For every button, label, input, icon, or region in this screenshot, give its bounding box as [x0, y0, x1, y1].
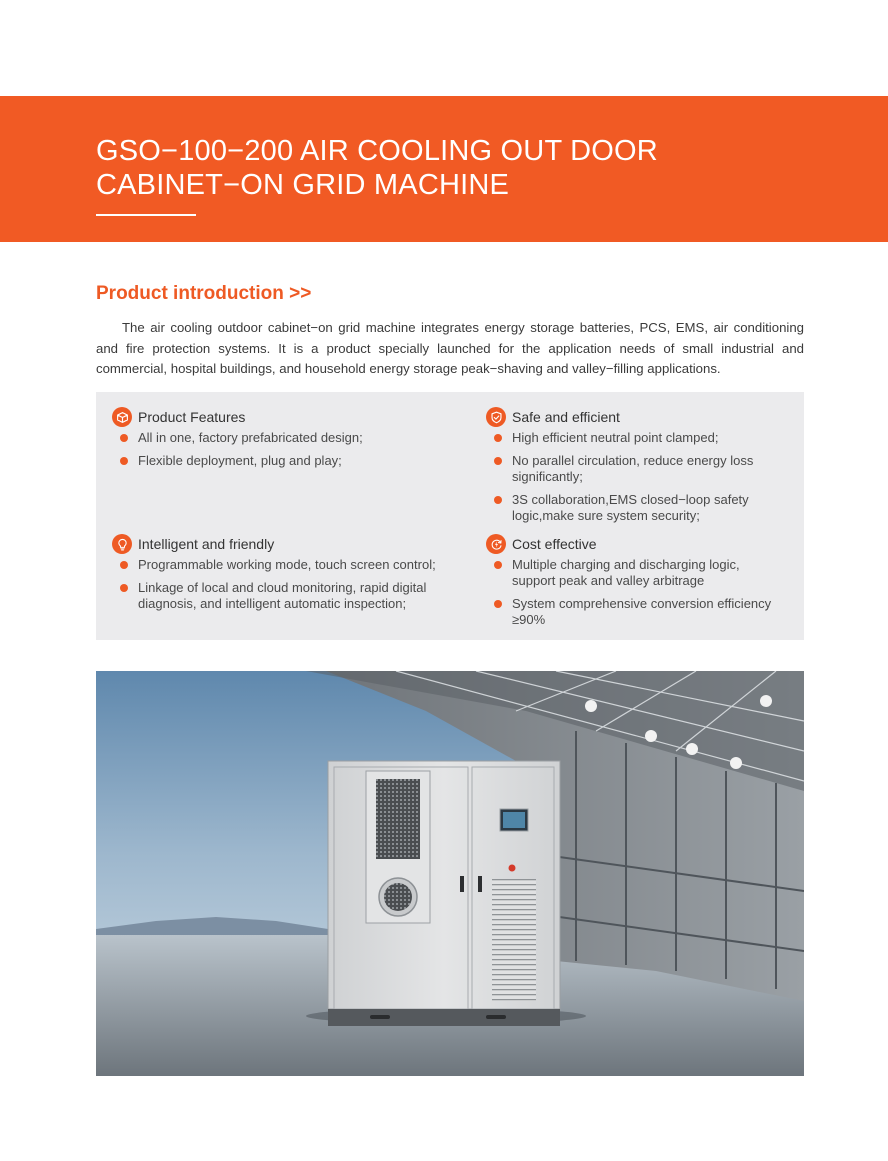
title-banner — [0, 96, 888, 242]
feature-title: Cost effective — [512, 536, 597, 552]
feature-header — [112, 533, 452, 555]
feature-list — [112, 430, 452, 469]
feature-block-safe-and-efficient — [486, 406, 786, 531]
bullet-dot-icon — [120, 434, 128, 442]
bullet-dot-icon — [494, 434, 502, 442]
feature-title: Product Features — [138, 409, 246, 425]
feature-item-text: 3S collaboration,EMS closed−loop safety logic,make sure system security; — [512, 492, 749, 523]
feature-block-product-features — [112, 406, 452, 476]
page-title-line-1: GSO−100−200 AIR COOLING OUT DOOR — [96, 135, 658, 167]
bullet-dot-icon — [120, 584, 128, 592]
shield-icon — [486, 407, 506, 427]
feature-item — [486, 430, 786, 446]
bullet-dot-icon — [120, 561, 128, 569]
feature-title: Safe and efficient — [512, 409, 620, 425]
feature-item — [486, 453, 786, 485]
bullet-dot-icon — [494, 457, 502, 465]
feature-item — [112, 453, 452, 469]
feature-item-text: Flexible deployment, plug and play; — [138, 453, 342, 468]
feature-item — [112, 580, 452, 612]
features-panel — [96, 392, 804, 640]
feature-list — [486, 430, 786, 524]
feature-item-text: All in one, factory prefabricated design; — [138, 430, 363, 445]
section-heading-product-introduction: Product introduction >> — [96, 283, 312, 304]
bullet-dot-icon — [494, 600, 502, 608]
page-title — [96, 134, 816, 202]
lightning-cycle-icon — [486, 534, 506, 554]
product-introduction-paragraph: The air cooling outdoor cabinet−on grid machine integrates energy storage batteries, PCS, EMS, air conditioning and fire protection systems. It is a product specially launched for the application needs of small industrial and commercial, hospital buildings, and household energy storage peak−shaving and valley−filling applications. — [96, 320, 804, 376]
product-photo — [96, 671, 804, 1076]
feature-item-text: High efficient neutral point clamped; — [512, 430, 719, 445]
feature-item-text: Multiple charging and discharging logic, support peak and valley arbitrage — [512, 557, 740, 588]
feature-item-text: Linkage of local and cloud monitoring, rapid digital diagnosis, and intelligent automatic inspection; — [138, 580, 427, 611]
feature-item-text: System comprehensive conversion efficiency ≥90% — [512, 596, 772, 627]
feature-item — [486, 596, 786, 628]
feature-header — [486, 533, 786, 555]
feature-item — [486, 492, 786, 524]
feature-header — [486, 406, 786, 428]
lightbulb-icon — [112, 534, 132, 554]
feature-item — [486, 557, 786, 589]
feature-header — [112, 406, 452, 428]
feature-item-text: Programmable working mode, touch screen control; — [138, 557, 436, 572]
cube-icon — [112, 407, 132, 427]
feature-list — [112, 557, 452, 612]
feature-block-intelligent-and-friendly — [112, 533, 452, 619]
bullet-dot-icon — [494, 561, 502, 569]
feature-item-text: No parallel circulation, reduce energy loss significantly; — [512, 453, 754, 484]
bullet-dot-icon — [120, 457, 128, 465]
feature-block-cost-effective — [486, 533, 786, 635]
bullet-dot-icon — [494, 496, 502, 504]
page-title-line-2: CABINET−ON GRID MACHINE — [96, 169, 510, 201]
feature-title: Intelligent and friendly — [138, 536, 275, 552]
feature-item — [112, 430, 452, 446]
title-underline — [96, 214, 196, 216]
feature-list — [486, 557, 786, 628]
feature-item — [112, 557, 452, 573]
